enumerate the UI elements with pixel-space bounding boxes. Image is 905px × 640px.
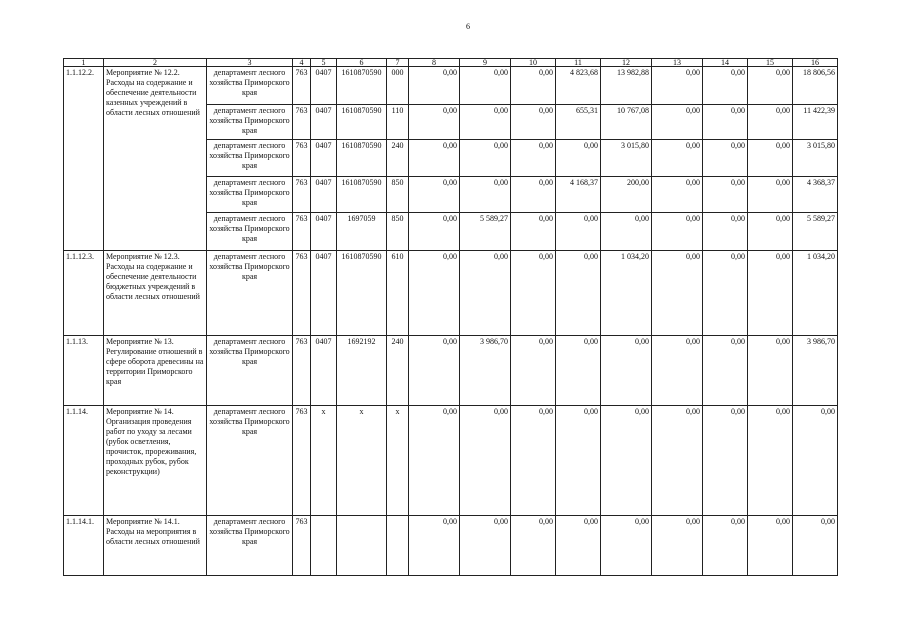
- amount-cell: 0,00: [601, 406, 652, 516]
- executor-name: департамент лесного хозяйства Приморского края: [207, 516, 293, 576]
- amount-cell: 13 982,88: [601, 67, 652, 105]
- table-row: [64, 251, 838, 336]
- amount-cell: 0,00: [511, 140, 556, 177]
- amount-cell: 0,00: [460, 251, 511, 336]
- amount-cell: 0,00: [409, 140, 460, 177]
- amount-cell: 0,00: [748, 177, 793, 213]
- amount-cell: 0,00: [511, 251, 556, 336]
- row-code: 1.1.12.3.: [64, 251, 104, 336]
- executor-name: департамент лесного хозяйства Приморского края: [207, 140, 293, 177]
- amount-cell: 0,00: [409, 105, 460, 140]
- expense-type-code: 850: [387, 177, 409, 213]
- section-code: 0407: [311, 105, 337, 140]
- executor-name: департамент лесного хозяйства Приморского края: [207, 406, 293, 516]
- expense-type-code: 610: [387, 251, 409, 336]
- amount-cell: 0,00: [748, 213, 793, 251]
- target-article-code: 1610870590: [337, 140, 387, 177]
- target-article-code: 1697059: [337, 213, 387, 251]
- table-row: [64, 336, 838, 406]
- grbs-code: 763: [293, 105, 311, 140]
- amount-cell: 0,00: [703, 251, 748, 336]
- amount-cell: 0,00: [748, 516, 793, 576]
- grbs-code: 763: [293, 516, 311, 576]
- column-number-row: [64, 59, 838, 67]
- row-code: 1.1.12.2.: [64, 67, 104, 251]
- amount-cell: 0,00: [556, 406, 601, 516]
- amount-cell: 0,00: [748, 105, 793, 140]
- grbs-code: 763: [293, 67, 311, 105]
- measure-name: Мероприятие № 14.1. Расходы на мероприятия в области лесных отношений: [104, 516, 207, 576]
- expense-type-code: x: [387, 406, 409, 516]
- expense-type-code: 240: [387, 140, 409, 177]
- table-row: [64, 67, 838, 105]
- table-row: [64, 516, 838, 576]
- amount-cell: 0,00: [652, 105, 703, 140]
- amount-cell: 0,00: [703, 105, 748, 140]
- amount-cell: 0,00: [511, 406, 556, 516]
- grbs-code: 763: [293, 251, 311, 336]
- executor-name: департамент лесного хозяйства Приморского края: [207, 67, 293, 105]
- executor-name: департамент лесного хозяйства Приморского края: [207, 336, 293, 406]
- amount-cell: 0,00: [793, 406, 838, 516]
- executor-name: департамент лесного хозяйства Приморского края: [207, 105, 293, 140]
- table-row: [64, 406, 838, 516]
- amount-cell: 0,00: [652, 406, 703, 516]
- column-number: 15: [748, 59, 793, 67]
- grbs-code: 763: [293, 213, 311, 251]
- target-article-code: 1610870590: [337, 251, 387, 336]
- column-number: 16: [793, 59, 838, 67]
- amount-cell: 0,00: [409, 67, 460, 105]
- grbs-code: 763: [293, 140, 311, 177]
- column-number: 8: [409, 59, 460, 67]
- amount-cell: 0,00: [460, 516, 511, 576]
- column-number: 5: [311, 59, 337, 67]
- amount-cell: 0,00: [601, 213, 652, 251]
- amount-cell: 0,00: [511, 213, 556, 251]
- column-number: 14: [703, 59, 748, 67]
- amount-cell: 0,00: [409, 177, 460, 213]
- amount-cell: 0,00: [703, 406, 748, 516]
- amount-cell: 0,00: [460, 140, 511, 177]
- amount-cell: 1 034,20: [601, 251, 652, 336]
- section-code: [311, 516, 337, 576]
- target-article-code: 1610870590: [337, 67, 387, 105]
- measure-name: Мероприятие № 13. Регулирование отношений в сфере оборота древесины на территории Приморского края: [104, 336, 207, 406]
- amount-cell: 0,00: [652, 177, 703, 213]
- amount-cell: 0,00: [748, 140, 793, 177]
- amount-cell: 0,00: [511, 336, 556, 406]
- amount-cell: 0,00: [409, 251, 460, 336]
- section-code: x: [311, 406, 337, 516]
- row-code: 1.1.14.1.: [64, 516, 104, 576]
- page-number: 6: [466, 22, 470, 31]
- amount-cell: 0,00: [511, 177, 556, 213]
- amount-cell: 0,00: [703, 177, 748, 213]
- amount-cell: 0,00: [556, 251, 601, 336]
- column-number: 13: [652, 59, 703, 67]
- section-code: 0407: [311, 177, 337, 213]
- amount-cell: 0,00: [703, 140, 748, 177]
- measure-name: Мероприятие № 12.2. Расходы на содержание и обеспечение деятельности казенных учреждений в области лесных отношений: [104, 67, 207, 251]
- amount-cell: 0,00: [556, 213, 601, 251]
- amount-cell: 0,00: [652, 140, 703, 177]
- amount-cell: 0,00: [556, 336, 601, 406]
- amount-cell: 0,00: [748, 336, 793, 406]
- target-article-code: [337, 516, 387, 576]
- amount-cell: 3 986,70: [460, 336, 511, 406]
- amount-cell: 0,00: [703, 213, 748, 251]
- amount-cell: 4 168,37: [556, 177, 601, 213]
- target-article-code: x: [337, 406, 387, 516]
- amount-cell: 1 034,20: [793, 251, 838, 336]
- amount-cell: 0,00: [409, 516, 460, 576]
- amount-cell: 655,31: [556, 105, 601, 140]
- column-number: 7: [387, 59, 409, 67]
- amount-cell: 11 422,39: [793, 105, 838, 140]
- column-number: 10: [511, 59, 556, 67]
- grbs-code: 763: [293, 406, 311, 516]
- amount-cell: 200,00: [601, 177, 652, 213]
- amount-cell: 4 823,68: [556, 67, 601, 105]
- amount-cell: 0,00: [511, 67, 556, 105]
- column-number: 11: [556, 59, 601, 67]
- amount-cell: 0,00: [460, 67, 511, 105]
- measure-name: Мероприятие № 12.3. Расходы на содержание и обеспечение деятельности бюджетных учреждений в области лесных отношений: [104, 251, 207, 336]
- amount-cell: 0,00: [601, 336, 652, 406]
- expense-type-code: 110: [387, 105, 409, 140]
- section-code: 0407: [311, 336, 337, 406]
- row-code: 1.1.13.: [64, 336, 104, 406]
- amount-cell: 0,00: [793, 516, 838, 576]
- column-number: 6: [337, 59, 387, 67]
- amount-cell: 0,00: [652, 336, 703, 406]
- amount-cell: 0,00: [652, 516, 703, 576]
- amount-cell: 0,00: [556, 140, 601, 177]
- amount-cell: 0,00: [511, 105, 556, 140]
- amount-cell: 3 015,80: [793, 140, 838, 177]
- target-article-code: 1610870590: [337, 105, 387, 140]
- section-code: 0407: [311, 140, 337, 177]
- executor-name: департамент лесного хозяйства Приморского края: [207, 251, 293, 336]
- grbs-code: 763: [293, 336, 311, 406]
- expense-type-code: [387, 516, 409, 576]
- amount-cell: 4 368,37: [793, 177, 838, 213]
- amount-cell: 0,00: [409, 406, 460, 516]
- amount-cell: 0,00: [652, 213, 703, 251]
- amount-cell: 0,00: [652, 67, 703, 105]
- amount-cell: 0,00: [460, 105, 511, 140]
- amount-cell: 3 015,80: [601, 140, 652, 177]
- amount-cell: 0,00: [460, 177, 511, 213]
- amount-cell: 0,00: [748, 406, 793, 516]
- amount-cell: 0,00: [652, 251, 703, 336]
- target-article-code: 1692192: [337, 336, 387, 406]
- amount-cell: 0,00: [703, 516, 748, 576]
- column-number: 12: [601, 59, 652, 67]
- target-article-code: 1610870590: [337, 177, 387, 213]
- amount-cell: 5 589,27: [793, 213, 838, 251]
- expense-type-code: 240: [387, 336, 409, 406]
- column-number: 1: [64, 59, 104, 67]
- column-number: 9: [460, 59, 511, 67]
- amount-cell: 0,00: [748, 67, 793, 105]
- amount-cell: 0,00: [409, 213, 460, 251]
- column-number: 2: [104, 59, 207, 67]
- amount-cell: 3 986,70: [793, 336, 838, 406]
- section-code: 0407: [311, 213, 337, 251]
- amount-cell: 10 767,08: [601, 105, 652, 140]
- amount-cell: 0,00: [511, 516, 556, 576]
- measure-name: Мероприятие № 14. Организация проведения работ по уходу за лесами (рубок осветления, прочисток, прореживания, проходных рубок, рубок реконструкции): [104, 406, 207, 516]
- amount-cell: 0,00: [556, 516, 601, 576]
- expense-type-code: 850: [387, 213, 409, 251]
- section-code: 0407: [311, 251, 337, 336]
- amount-cell: 0,00: [460, 406, 511, 516]
- executor-name: департамент лесного хозяйства Приморского края: [207, 177, 293, 213]
- amount-cell: 18 806,56: [793, 67, 838, 105]
- amount-cell: 0,00: [703, 336, 748, 406]
- grbs-code: 763: [293, 177, 311, 213]
- column-number: 4: [293, 59, 311, 67]
- budget-table: [63, 58, 838, 576]
- executor-name: департамент лесного хозяйства Приморского края: [207, 213, 293, 251]
- expense-type-code: 000: [387, 67, 409, 105]
- amount-cell: 0,00: [601, 516, 652, 576]
- amount-cell: 5 589,27: [460, 213, 511, 251]
- row-code: 1.1.14.: [64, 406, 104, 516]
- amount-cell: 0,00: [409, 336, 460, 406]
- column-number: 3: [207, 59, 293, 67]
- section-code: 0407: [311, 67, 337, 105]
- amount-cell: 0,00: [703, 67, 748, 105]
- amount-cell: 0,00: [748, 251, 793, 336]
